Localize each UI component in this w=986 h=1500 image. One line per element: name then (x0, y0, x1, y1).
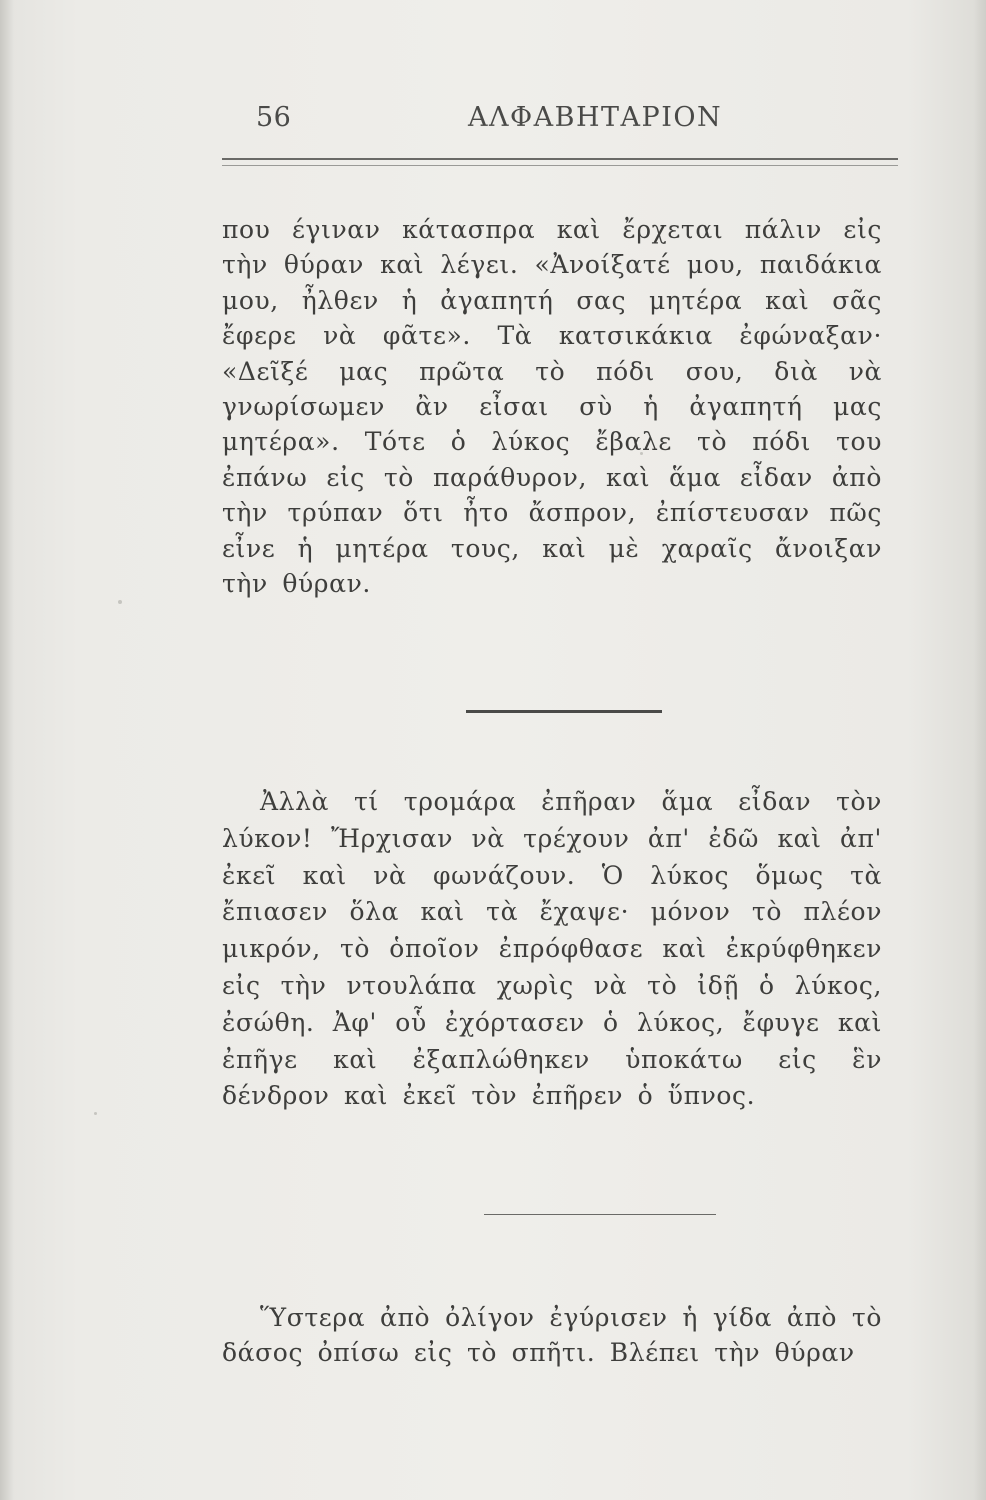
section-divider (484, 1214, 716, 1215)
paper-speck (118, 600, 122, 604)
paper-speck (94, 1112, 97, 1115)
header-rule (222, 158, 898, 160)
paragraph-3: Ὕστερα ἀπὸ ὀλίγον ἐγύρισεν ἡ γίδα ἀπὸ τὸ δάσος ὀπίσω εἰς τὸ σπῆτι. Βλέπει τὴν θύραν (222, 1303, 882, 1368)
page-header (222, 98, 898, 148)
header-rule-thin (222, 165, 898, 166)
paragraph-2: Ἀλλὰ τί τρομάρα ἐπῆραν ἅμα εἶδαν τὸν λύκον! Ἤρχισαν νὰ τρέχουν ἀπ' ἐδῶ καὶ ἀπ' ἐκεῖ καὶ νὰ φωνάζουν. Ὁ λύκος ὅμως τὰ ἔπιασεν ὅλα καὶ τὰ ἔχαψε· μόνον τὸ πλέον μικρόν, τὸ ὁποῖον ἐπρόφθασε καὶ ἐκρύφθηκεν εἰς τὴν ντουλάπα χωρὶς νὰ τὸ ἰδῇ ὁ λύκος, ἐσώθη. Ἀφ' οὗ ἐχόρτασεν ὁ λύκος, ἔφυγε καὶ ἐπῆγε καὶ ἐξαπλώθηκεν ὑποκάτω εἰς ἓν δένδρον καὶ ἐκεῖ τὸν ἐπῆρεν ὁ ὕπνος. (222, 787, 882, 1111)
section-divider (466, 710, 662, 713)
page-gutter-shadow (0, 0, 14, 1500)
page-edge-shadow (974, 0, 986, 1500)
running-title: ΑΛΦΑΒΗΤΑΡΙΟΝ (468, 102, 723, 133)
page-number: 56 (256, 102, 292, 133)
paragraph-1: που έγιναν κάτασπρα καὶ ἔρχεται πάλιν εἰς τὴν θύραν καὶ λέγει. «Ἀνοίξατέ μου, παιδάκια μου, ἦλθεν ἡ ἀγαπητή σας μητέρα καὶ σᾶς ἔφερε νὰ φᾶτε». Τὰ κατσικάκια ἐφώναξαν· «Δεῖξέ μας πρῶτα τὸ πόδι σου, διὰ νὰ γνωρίσωμεν ἂν εἶσαι σὺ ἡ ἀγαπητή μας μητέρα». Τότε ὁ λύκος ἔβαλε τὸ πόδι του ἐπάνω εἰς τὸ παράθυρον, καὶ ἅμα εἶδαν ἀπὸ τὴν τρύπαν ὅτι ἦτο ἄσπρον, ἐπίστευσαν πῶς εἶνε ἡ μητέρα τους, καὶ μὲ χαραῖς ἄνοιξαν τὴν θύραν. (222, 215, 882, 599)
